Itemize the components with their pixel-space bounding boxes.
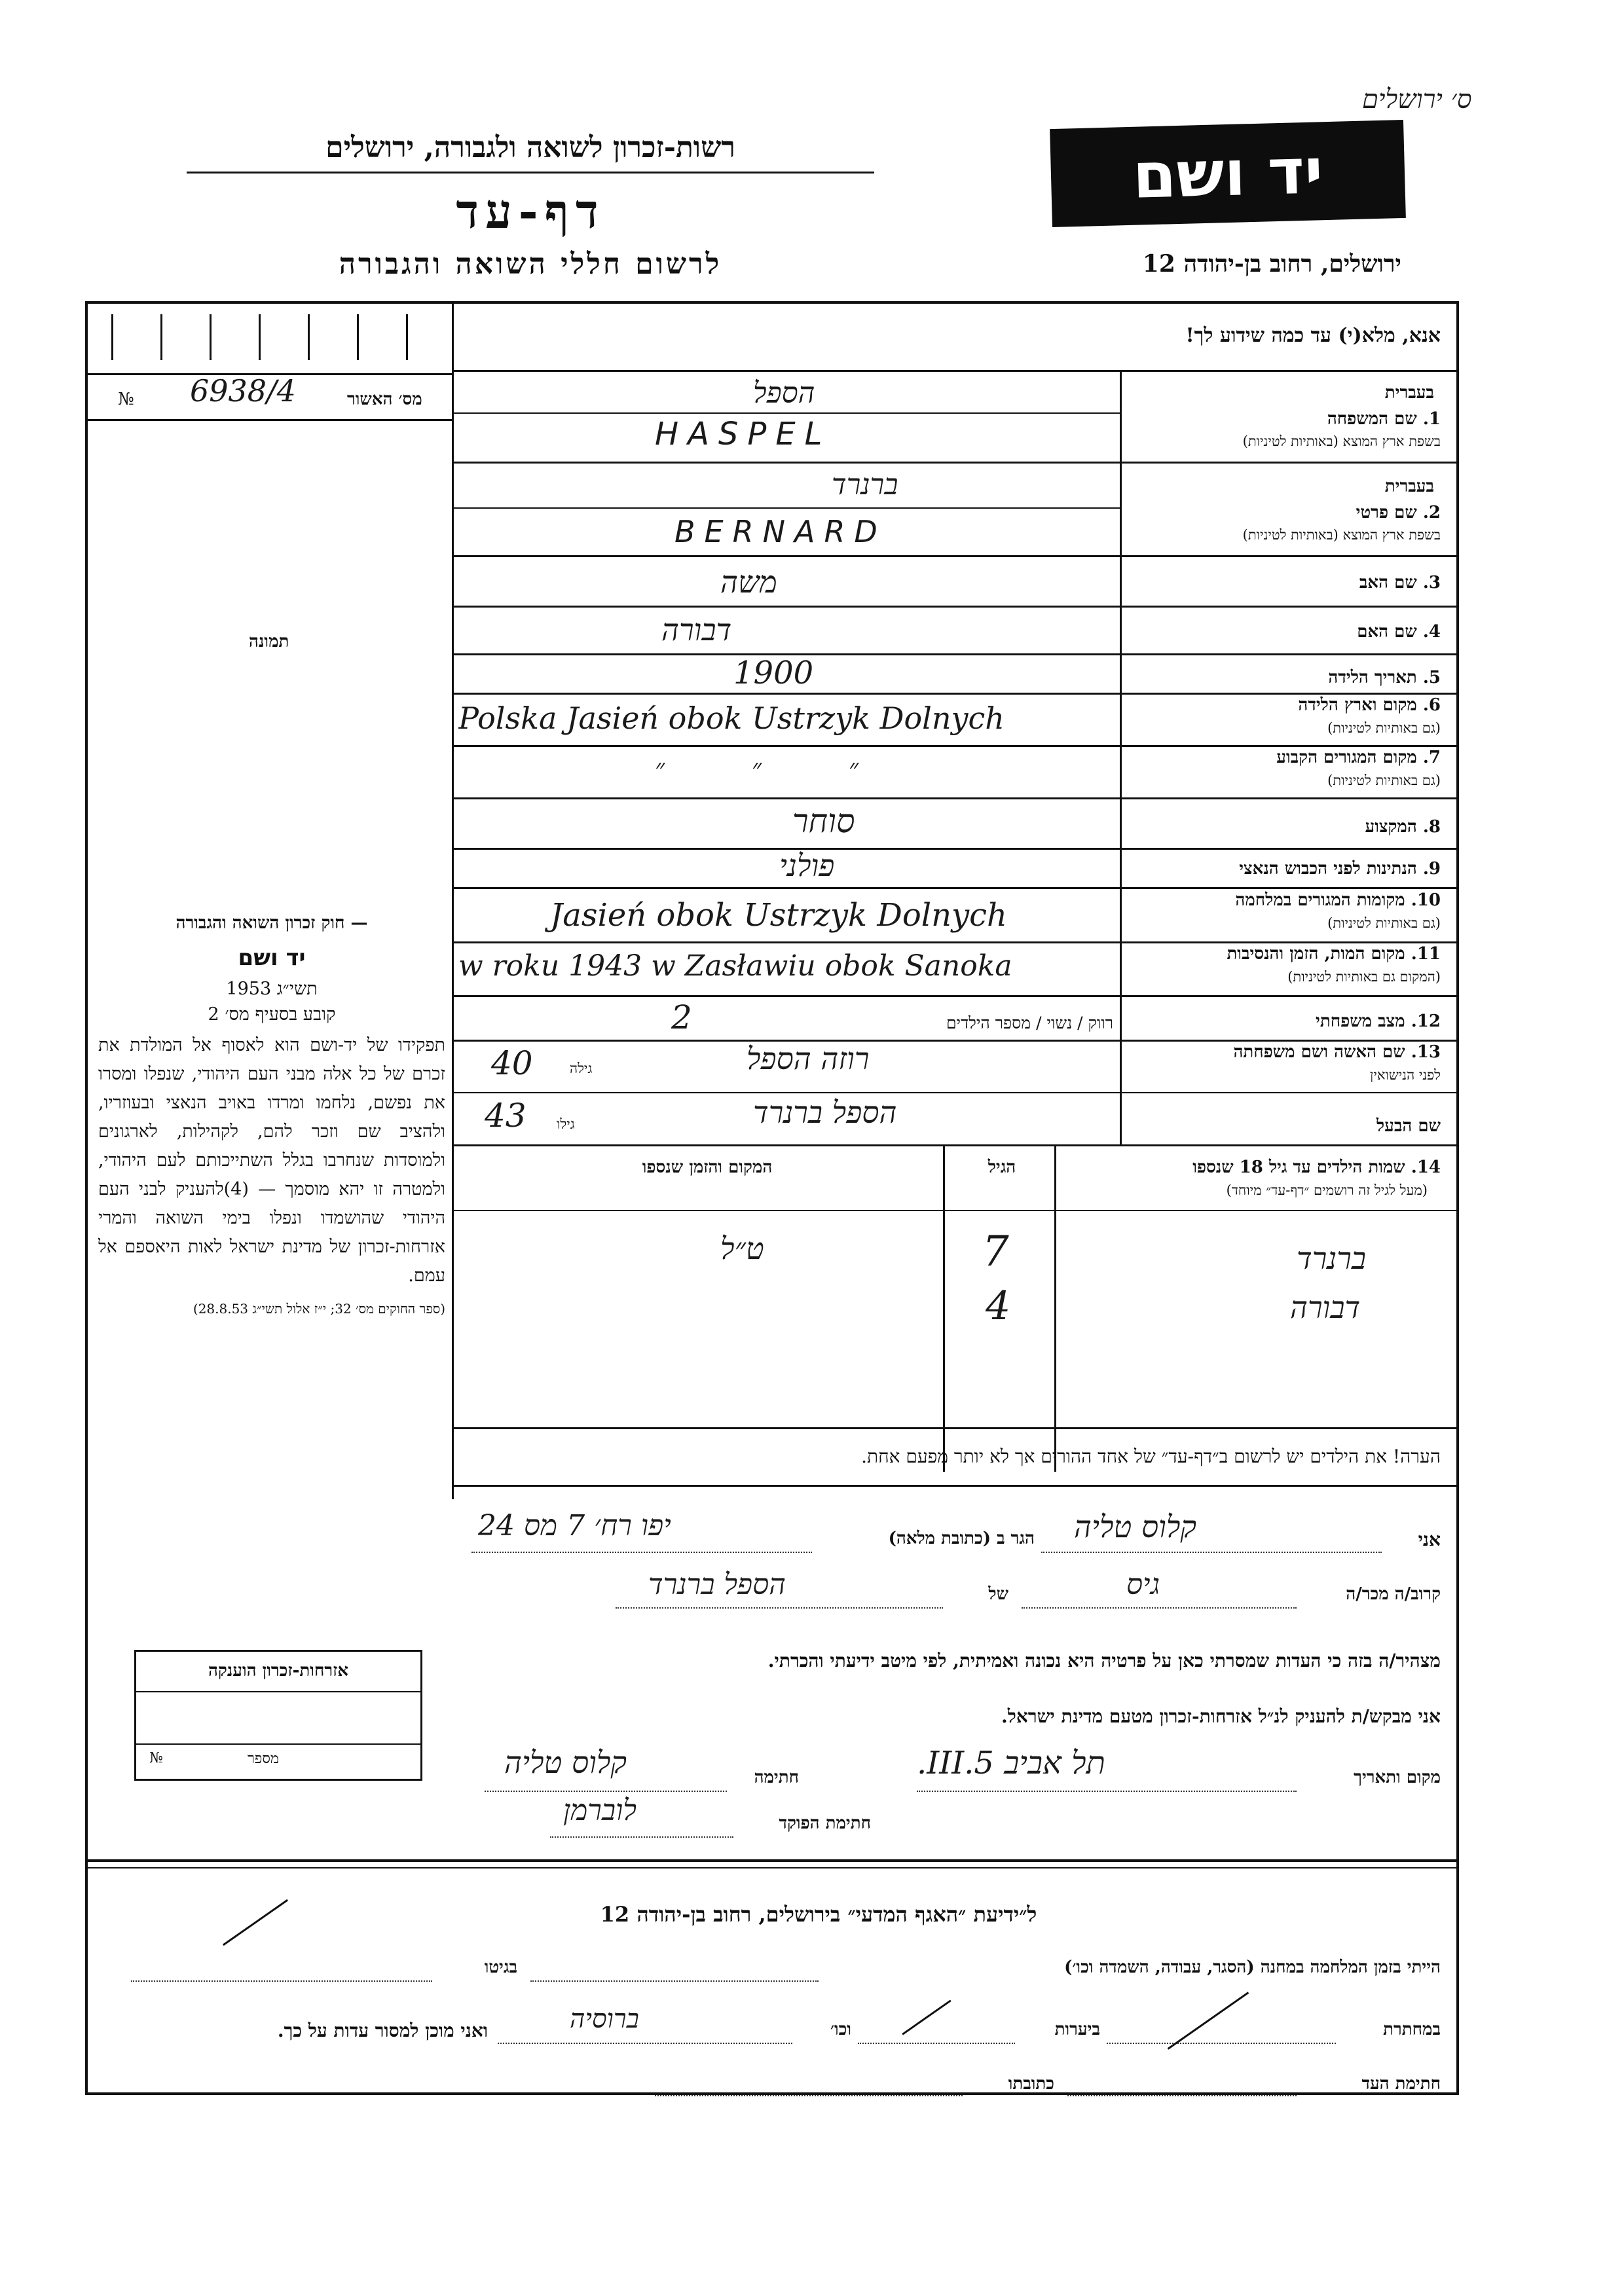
f9-label: 9. הנתינות לפני הכבוש הנאצי <box>1239 859 1441 879</box>
husband-label: שם הבעל <box>1376 1116 1441 1136</box>
intro-rule <box>452 370 1458 372</box>
bottom-address-line <box>655 2095 963 2096</box>
husband-age: 43 <box>485 1097 526 1135</box>
wife-age: 40 <box>491 1044 533 1082</box>
photo-label: תמונה <box>249 632 289 651</box>
bottom-etc-line <box>498 2043 792 2044</box>
wife-age-label: גילה <box>570 1061 593 1076</box>
f4-label: 4. שם האם <box>1357 622 1441 642</box>
yad-vashem-logo <box>1050 120 1406 227</box>
children-age-divider-left <box>943 1144 945 1472</box>
citizenship-box-no-sign: № <box>149 1750 163 1766</box>
father-name: משה <box>720 564 777 600</box>
bottom-camp-label: הייתי בזמן המלחמה במחנה (הסגר, עבודה, השמדה וכו׳) <box>1064 1958 1441 1977</box>
decl-name-line <box>1041 1552 1382 1553</box>
f6-sub: (גם באותיות לטיניות) <box>1327 720 1441 736</box>
bottom-ghetto-line <box>131 1980 432 1982</box>
row8-rule <box>452 848 1458 850</box>
law-reference: (ספר החוקים מס׳ 32; י״ז אלול תשי״ג 28.8.53) <box>193 1301 445 1317</box>
bottom-forests-line <box>858 2043 1015 2044</box>
decl-signature-label: חתימה <box>754 1768 799 1787</box>
family-name-hebrew: הספל <box>753 376 815 410</box>
note-rule <box>452 1485 1458 1487</box>
bottom-etc-label: וכו׳ <box>830 2020 851 2039</box>
decl-relation-line <box>1022 1607 1297 1609</box>
intro-text: אנא, מלא(י) עד כמה שידוע לך! <box>1185 324 1441 347</box>
id-no-sign: № <box>118 390 134 409</box>
bottom-ghetto-label: בגיטו <box>484 1958 517 1977</box>
decl-signature-line <box>485 1791 727 1792</box>
bottom-title: ל״ידיעת ״האגף המדעי״ בירושלים, רחוב בן-יהודה 12 <box>600 1902 1037 1927</box>
f11-sub: (המקום גם באותיות לטיניות) <box>1287 969 1441 985</box>
law-year: תשי״ג 1953 <box>226 979 318 999</box>
address: ירושלים, רחוב בן-יהודה 12 <box>1142 250 1401 278</box>
children-bottom-rule <box>452 1427 1458 1429</box>
row5-rule <box>452 693 1458 695</box>
f1-sub: בשפת ארץ המוצא (באותיות לטיניות) <box>1242 433 1441 449</box>
bottom-ready-label: ואני מוכן למסור עדות על כך. <box>277 2020 488 2041</box>
f6-label: 6. מקום וארץ הלידה <box>1298 695 1441 715</box>
f7-sub: (גם באותיות לטיניות) <box>1327 773 1441 788</box>
row13-rule <box>452 1092 1458 1093</box>
child-2-name: דבורה <box>1290 1290 1361 1325</box>
decl-statement: מצהיר/ה בזה כי העדות שמסרתי כאן על פרטיה היא נכונה ואמיתית, לפי מיטב ידיעתי והכרתי. <box>767 1650 1441 1671</box>
row14-rule <box>452 1144 1458 1146</box>
row7-rule <box>452 797 1458 799</box>
declarant-relation: גיס <box>1126 1568 1160 1601</box>
bottom-etc-value: ברוסיה <box>570 2004 639 2034</box>
children-sub: (מעל לגיל זה רושמים ״דף-עד״ מיוחד) <box>1226 1182 1428 1198</box>
id-box-bottom <box>88 419 452 421</box>
decl-of-label: של <box>988 1584 1008 1604</box>
children-age-divider-right <box>1054 1144 1056 1472</box>
bottom-double-rule-2 <box>88 1867 1456 1868</box>
row6-rule <box>452 745 1458 747</box>
law-section <box>98 913 445 1317</box>
law-body: תפקידו של יד-ושם הוא לאסוף אל המולדת את זכרם של כל אלה מבני העם היהודי, שנפלו ומסרו את נפשם, נלחמו ומרדו באויב הנאצי ובעוזריו, ולהציב שם וזכר להם, לקהילות, לארגונים ולמוסדות שנחרבו בגלל השתייכותם לעם היהודי, ולמטרה זו יהא מוסמך — (4)להעניק לבני העם היהודי שהושמדו ונפלו בימי השואה והמרי אזרחות-זכרון של מדינת ישראל לאות היאספם אל עמם. <box>98 1035 446 1286</box>
row3-rule <box>452 606 1458 608</box>
f7-label: 7. מקום המגורים הקבוע <box>1276 748 1441 767</box>
institution-name: רשות-זכרון לשואה ולגבורה, ירושלים <box>325 131 735 164</box>
decl-place-date-line <box>917 1791 1297 1792</box>
declarant-of-name: הספל ברנרד <box>648 1568 786 1601</box>
officer-signature: לוברמן <box>563 1794 637 1827</box>
children-header-rule <box>452 1210 1458 1211</box>
id-number-value: 6938/4 <box>190 373 296 409</box>
bottom-address-label: כתובתו <box>1008 2074 1054 2094</box>
f10-sub: (גם באותיות לטיניות) <box>1327 915 1441 931</box>
decl-officer-label: חתימת הפוקד <box>779 1813 871 1833</box>
f11-label: 11. מקום המות, הזמן והנסיבות <box>1227 944 1441 964</box>
decl-address-line <box>471 1552 812 1553</box>
mother-name: דבורה <box>661 612 732 647</box>
row12-rule <box>452 1040 1458 1042</box>
child-2-age: 4 <box>986 1283 1011 1329</box>
child-1-place: ט״ל <box>720 1231 764 1266</box>
f1-label: 1. שם המשפחה <box>1327 409 1441 429</box>
row2-rule <box>452 555 1458 557</box>
law-title: — חוק זכרון השואה והגבורה <box>175 913 368 933</box>
citizenship: פולני <box>779 848 835 883</box>
bottom-double-rule-1 <box>88 1859 1456 1862</box>
child-1-age: 7 <box>982 1228 1009 1276</box>
decl-residing-label: הגר ב (כתובת מלאה) <box>888 1529 1035 1548</box>
row11-rule <box>452 995 1458 997</box>
bottom-witness-sig-line <box>1067 2095 1297 2096</box>
left-column-divider <box>452 301 454 1499</box>
declarant-signature: קלוס טליה <box>504 1745 627 1780</box>
birth-date: 1900 <box>733 655 814 691</box>
form-title: דף-עד <box>456 183 605 239</box>
row9-rule <box>452 887 1458 889</box>
row4-rule <box>452 653 1458 655</box>
label-column-divider <box>1120 370 1122 1144</box>
law-clause: קובע בסעיף מס׳ 2 <box>208 1004 336 1025</box>
f12-label: 12. מצב משפחתי <box>1316 1011 1441 1031</box>
children-col-age: הגיל <box>987 1157 1016 1177</box>
f2-heb-tag: בעברית <box>1384 477 1434 496</box>
row10-rule <box>452 941 1458 943</box>
citizenship-box-title: אזרחות-זכרון הוענקה <box>208 1661 349 1681</box>
corner-note: ס׳ ירושלים <box>1362 84 1472 115</box>
death-place: w roku 1943 w Zasławiu obok Sanoka <box>458 949 1012 983</box>
decl-i-label: אני <box>1418 1529 1441 1550</box>
first-name-latin: BERNARD <box>674 514 887 549</box>
first-name-hebrew: ברנרד <box>832 468 898 501</box>
children-title: 14. שמות הילדים עד גיל 18 שנספו <box>1192 1157 1441 1177</box>
bottom-witness-sig-label: חתימת העד <box>1361 2074 1441 2094</box>
marital-status-options: רווק / נשוי / מספר הילדים <box>946 1013 1113 1032</box>
bottom-camp-line <box>530 1980 819 1982</box>
children-note: הערה! את הילדים יש לרשום ב״דף-עד״ של אחד ההורים אך לא יותר מפעם אחת. <box>861 1446 1441 1467</box>
residence: ״ ״ ״ <box>655 754 859 784</box>
bottom-underground-label: במחתרת <box>1383 2020 1441 2039</box>
id-barcode-marks <box>98 308 439 367</box>
decl-relation-label: קרוב/ה מכר/ה <box>1346 1584 1441 1604</box>
husband-name: הספל ברנרד <box>753 1095 897 1130</box>
f8-label: 8. המקצוע <box>1365 817 1441 837</box>
f3-label: 3. שם האב <box>1359 573 1441 592</box>
declarant-name: קלוס טליה <box>1074 1509 1197 1544</box>
wife-name: רוזה הספל <box>747 1041 870 1076</box>
f13-sub: לפני הנישואין <box>1370 1067 1441 1083</box>
form-subtitle: לרשום חללי השואה והגבורה <box>339 247 722 281</box>
id-number-label: מס׳ האשור <box>347 390 422 409</box>
citizenship-box <box>134 1650 422 1781</box>
citizenship-box-number-label: מספר <box>248 1751 279 1767</box>
place-date: תל אביב 5.III. <box>917 1745 1105 1781</box>
f5-label: 5. תאריך הלידה <box>1328 668 1441 687</box>
husband-age-label: גילו <box>557 1116 575 1132</box>
children-count: 2 <box>671 998 692 1036</box>
bottom-forests-label: ביערות <box>1054 2020 1100 2039</box>
family-name-latin: HASPEL <box>655 416 832 452</box>
f10-label: 10. מקומות המגורים במלחמה <box>1235 890 1441 910</box>
decl-officer-line <box>550 1836 733 1838</box>
declarant-address: יפו רח׳ 7 מס 24 <box>478 1509 671 1542</box>
child-1-name: ברנרד <box>1297 1241 1367 1276</box>
f2-label: 2. שם פרטי <box>1356 503 1441 522</box>
decl-request: אני מבקש/ת להעניק לנ״ל אזרחות-זכרון מטעם מדינת ישראל. <box>1001 1705 1441 1727</box>
children-col-place: המקום והזמן שנספו <box>642 1157 773 1177</box>
profession: סוחר <box>792 802 855 840</box>
decl-of-line <box>616 1607 943 1609</box>
f13-label: 13. שם האשה ושם משפחתה <box>1233 1042 1441 1062</box>
bottom-underground-line <box>1107 2043 1336 2044</box>
decl-place-date-label: מקום ותאריך <box>1354 1768 1441 1787</box>
law-logo: יד ושם <box>238 945 306 971</box>
institution-underline <box>187 172 874 173</box>
wartime-residence: Jasień obok Ustrzyk Dolnych <box>550 897 1007 934</box>
row1-rule <box>452 462 1458 464</box>
birthplace: Polska Jasień obok Ustrzyk Dolnych <box>458 701 1005 736</box>
f2-sub: בשפת ארץ המוצא (באותיות לטיניות) <box>1242 527 1441 543</box>
logo-text: יד ושם <box>1132 134 1324 213</box>
f1-heb-tag: בעברית <box>1384 383 1434 403</box>
